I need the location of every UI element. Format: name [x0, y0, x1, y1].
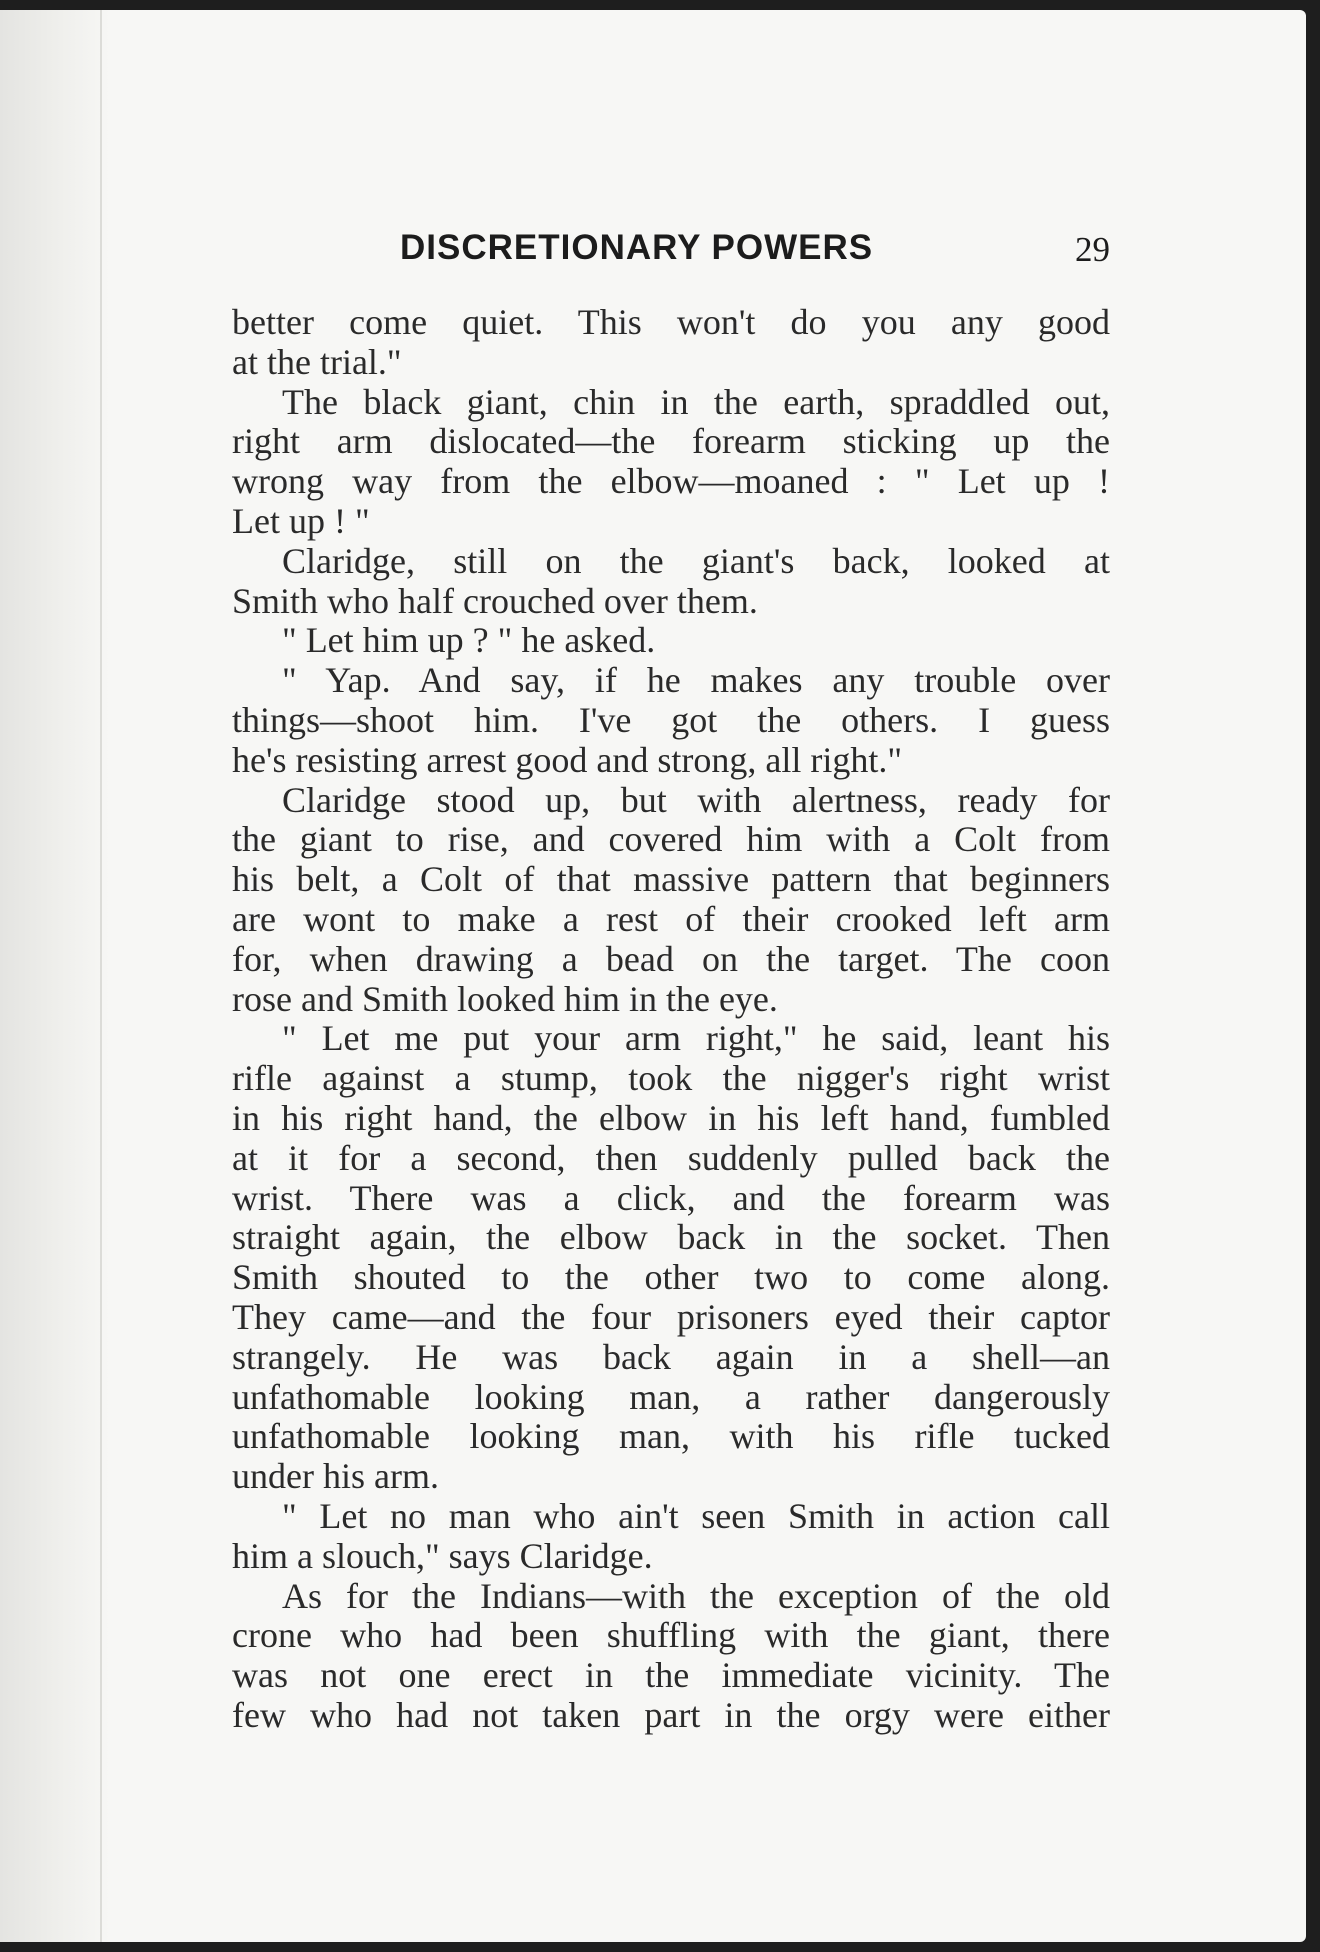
text-line: under his arm.	[232, 1456, 439, 1497]
text-line: was not one erect in the immediate vicinity. The	[232, 1655, 1110, 1696]
text-line: Let up ! "	[232, 500, 370, 541]
body-text	[232, 303, 1110, 1736]
text-line: rifle against a stump, took the nigger's right wrist	[232, 1058, 1110, 1099]
text-line: unfathomable looking man, a rather dangerously	[232, 1376, 1110, 1417]
book-page	[0, 10, 1306, 1942]
text-line: The black giant, chin in the earth, spraddled out,	[282, 381, 1110, 422]
text-line: Claridge, still on the giant's back, looked at	[282, 540, 1110, 581]
text-line: in his right hand, the elbow in his left hand, fumbled	[232, 1097, 1110, 1138]
text-line: the giant to rise, and covered him with a Colt from	[232, 819, 1110, 860]
text-line: " Let him up ? " he asked.	[282, 620, 656, 661]
text-line: Smith who half crouched over them.	[232, 580, 758, 621]
text-line: his belt, a Colt of that massive pattern that beginners	[232, 859, 1110, 900]
page-header	[230, 228, 1110, 278]
page-gutter-shadow	[0, 10, 110, 1942]
text-line: wrist. There was a click, and the forearm was	[232, 1177, 1110, 1218]
page-number: 29	[1075, 230, 1110, 269]
text-line: straight again, the elbow back in the socket. Then	[232, 1217, 1110, 1258]
text-line: " Let no man who ain't seen Smith in action call	[282, 1495, 1110, 1536]
text-line: him a slouch," says Claridge.	[232, 1535, 653, 1576]
text-line: rose and Smith looked him in the eye.	[232, 978, 778, 1019]
text-line: As for the Indians—with the exception of the old	[282, 1575, 1110, 1616]
running-head: DISCRETIONARY POWERS	[400, 228, 874, 267]
text-line: " Let me put your arm right," he said, leant his	[282, 1018, 1110, 1059]
text-line: at it for a second, then suddenly pulled back the	[232, 1137, 1110, 1178]
text-line: They came—and the four prisoners eyed their captor	[232, 1296, 1110, 1337]
text-line: Smith shouted to the other two to come along.	[232, 1257, 1110, 1298]
page-fold-line	[100, 10, 102, 1942]
text-line: unfathomable looking man, with his rifle tucked	[232, 1416, 1110, 1457]
text-line: right arm dislocated—the forearm sticking up the	[232, 421, 1110, 462]
text-line: he's resisting arrest good and strong, all right."	[232, 739, 903, 780]
text-line: " Yap. And say, if he makes any trouble over	[282, 660, 1110, 701]
text-line: wrong way from the elbow—moaned : " Let up !	[232, 461, 1110, 502]
text-line: at the trial."	[232, 341, 402, 382]
text-line: few who had not taken part in the orgy were either	[232, 1694, 1110, 1735]
text-line: for, when drawing a bead on the target. The coon	[232, 938, 1110, 979]
text-line: better come quiet. This won't do you any good	[232, 302, 1110, 342]
text-line: are wont to make a rest of their crooked left arm	[232, 898, 1110, 939]
text-line: Claridge stood up, but with alertness, ready for	[282, 779, 1110, 820]
text-line: things—shoot him. I've got the others. I guess	[232, 699, 1110, 740]
text-line: strangely. He was back again in a shell—an	[232, 1336, 1110, 1377]
text-line: crone who had been shuffling with the giant, there	[232, 1615, 1110, 1656]
